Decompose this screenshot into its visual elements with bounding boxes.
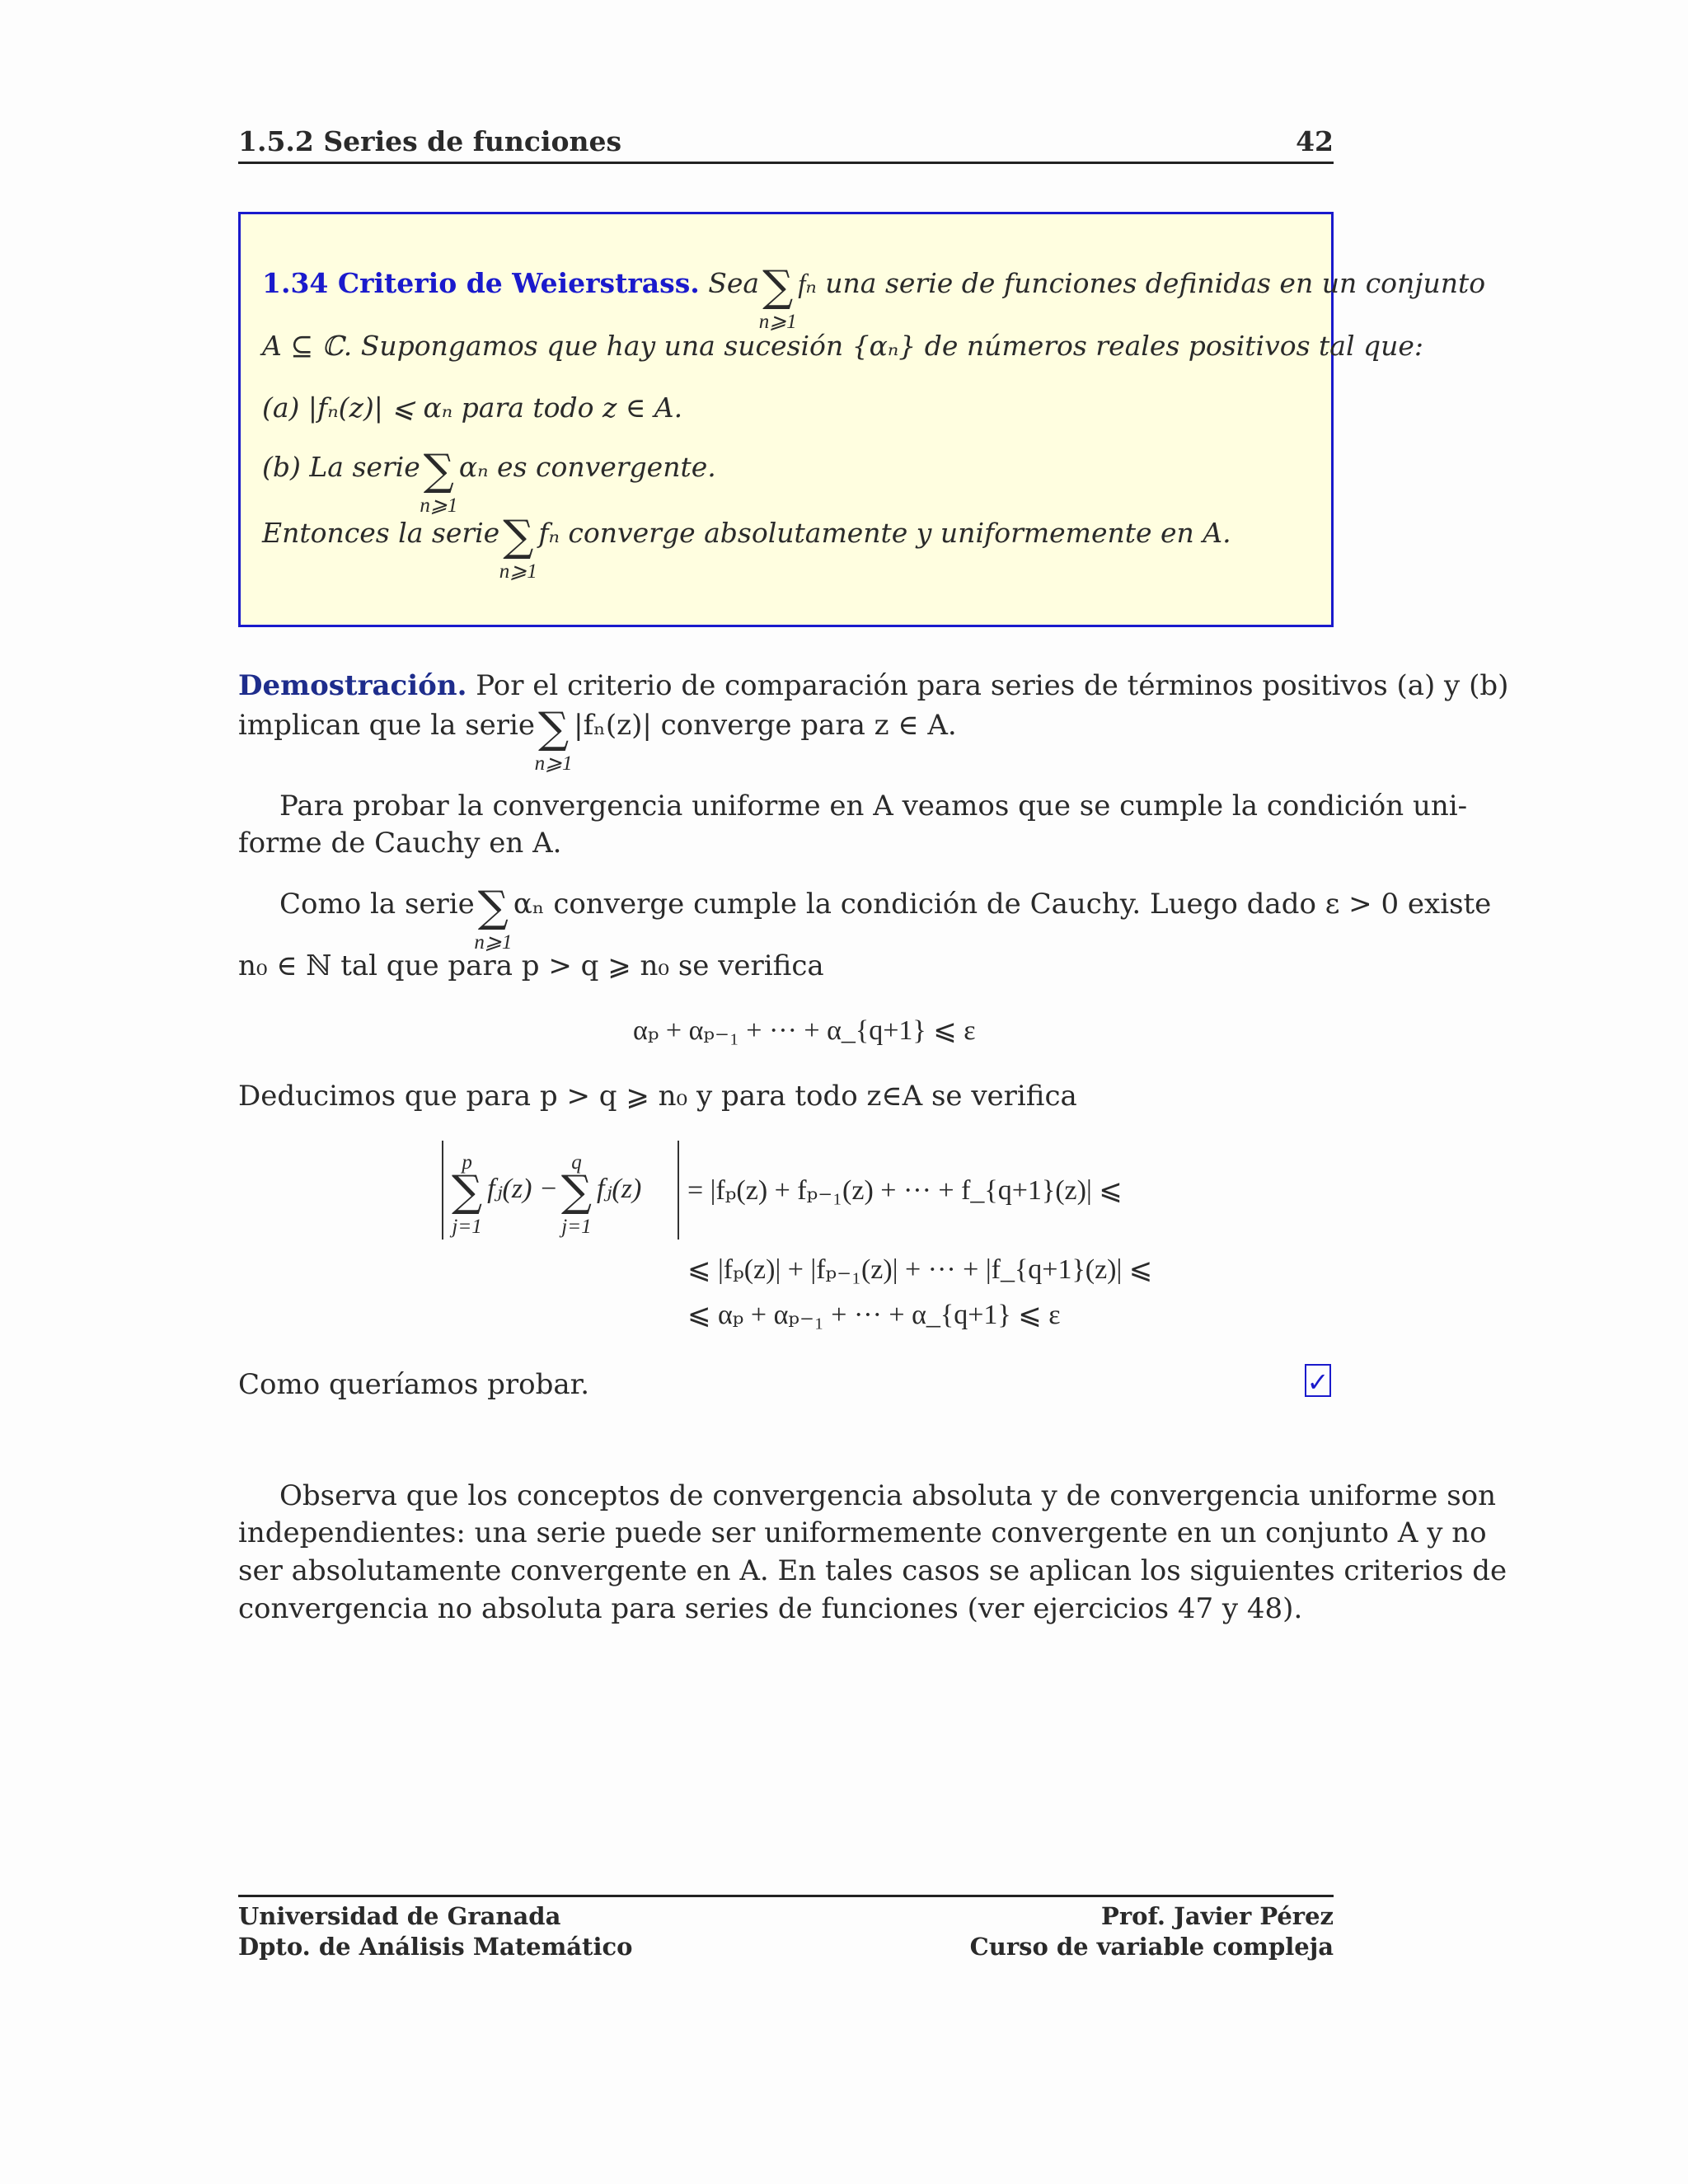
proof-label: Demostración. [238, 669, 467, 702]
abs-bar-right [678, 1141, 679, 1240]
proof-text: Por el criterio de comparación para series de términos positivos (a) y (b) [476, 669, 1509, 702]
sum-symbol: ∑ n⩾1 [758, 262, 797, 333]
sum-symbol: ∑ n⩾1 [534, 704, 573, 775]
proof-text: implican que la serie [238, 709, 536, 742]
footer-author: Prof. Javier Pérez [1101, 1902, 1334, 1930]
eq2-term-2: fⱼ(z) [597, 1174, 642, 1204]
qed-checkbox-icon: ✓ [1305, 1364, 1331, 1397]
sum-upper: q [571, 1151, 582, 1174]
theorem-text: una serie de funciones definidas en un conjunto [825, 267, 1486, 299]
paragraph-4: Deducimos que para p > q ⩾ n₀ y para todo z∈A se verifica [238, 1080, 1077, 1113]
math-fn: fₙ [798, 269, 817, 299]
footer-course: Curso de variable compleja [969, 1933, 1334, 1961]
eq2-row-1: = |fₚ(z) + fₚ₋₁(z) + ··· + f_{q+1}(z)| ⩽ [687, 1175, 1123, 1206]
paragraph-2-line-1: Para probar la convergencia uniforme en A veamos que se cumple la condición uni- [279, 790, 1468, 823]
theorem-item-b [262, 446, 716, 517]
proof-text: |fₙ(z)| converge para z ∈ A. [574, 709, 957, 742]
theorem-line-1 [262, 262, 1486, 333]
sum-index: n⩾1 [758, 311, 797, 333]
eq2-row-2: ⩽ |fₚ(z)| + |fₚ₋₁(z)| + ··· + |f_{q+1}(z)| ⩽ [687, 1254, 1153, 1285]
proof-line-2 [238, 704, 957, 775]
proof-text: αₙ converge cumple la condición de Cauchy. Luego dado ε > 0 existe [513, 888, 1492, 921]
theorem-line-2: A ⊆ ℂ. Supongamos que hay una sucesión {αₙ} de números reales positivos tal que: [262, 330, 1424, 362]
footer-rule [238, 1895, 1334, 1897]
sum-symbol: ∑ q j=1 [560, 1151, 592, 1238]
proof-line-1 [238, 669, 1508, 702]
theorem-title: 1.34 Criterio de Weierstrass. [262, 267, 700, 299]
running-header-section: 1.5.2 Series de funciones [238, 125, 622, 157]
theorem-text: αₙ es convergente. [458, 451, 716, 483]
theorem-text: fₙ converge absolutamente y uniformemente en A. [538, 517, 1231, 549]
display-equation-1: αₚ + αₚ₋₁ + ··· + α_{q+1} ⩽ ε [633, 1015, 976, 1046]
theorem-item-a: (a) |fₙ(z)| ⩽ αₙ para todo z ∈ A. [262, 391, 683, 424]
eq2-term-1: fⱼ(z) − [487, 1174, 558, 1204]
sum-index: n⩾1 [534, 752, 573, 775]
remark-line-3: ser absolutamente convergente en A. En tales casos se aplican los siguientes criterios de [238, 1554, 1507, 1587]
sum-index: n⩾1 [474, 931, 513, 954]
eq2-left-side [448, 1151, 642, 1238]
abs-bar-left [442, 1141, 443, 1240]
remark-line-2: independientes: una serie puede ser uniformemente convergente en un conjunto A y no [238, 1516, 1487, 1549]
sum-index: n⩾1 [499, 560, 537, 583]
paragraph-2-line-2: forme de Cauchy en A. [238, 827, 562, 860]
sum-symbol: ∑ n⩾1 [474, 883, 513, 954]
footer-department: Dpto. de Análisis Matemático [238, 1933, 633, 1961]
sum-symbol: ∑ n⩾1 [420, 446, 458, 517]
sum-lower: j=1 [561, 1216, 592, 1238]
page-number: 42 [1296, 125, 1334, 157]
remark-line-4: convergencia no absoluta para series de funciones (ver ejercicios 47 y 48). [238, 1592, 1303, 1625]
theorem-text: Entonces la serie [262, 517, 500, 549]
footer-university: Universidad de Granada [238, 1902, 561, 1930]
proof-end-text: Como queríamos probar. [238, 1368, 589, 1401]
eq2-row-3: ⩽ αₚ + αₚ₋₁ + ··· + α_{q+1} ⩽ ε [687, 1300, 1061, 1330]
theorem-text: (b) La serie [262, 451, 420, 483]
remark-line-1: Observa que los conceptos de convergencia absoluta y de convergencia uniforme son [279, 1479, 1497, 1512]
paragraph-3-line-2: n₀ ∈ ℕ tal que para p > q ⩾ n₀ se verifica [238, 949, 824, 982]
proof-text: Como la serie [279, 888, 475, 921]
sum-lower: j=1 [452, 1216, 482, 1238]
paragraph-3-line-1 [279, 883, 1492, 954]
sum-upper: p [462, 1151, 472, 1174]
header-rule [238, 162, 1334, 164]
sum-symbol: ∑ n⩾1 [499, 512, 537, 583]
sum-symbol: ∑ p j=1 [452, 1151, 483, 1238]
sum-index: n⩾1 [420, 494, 458, 517]
theorem-text: Sea [708, 267, 760, 299]
theorem-conclusion [262, 512, 1231, 583]
